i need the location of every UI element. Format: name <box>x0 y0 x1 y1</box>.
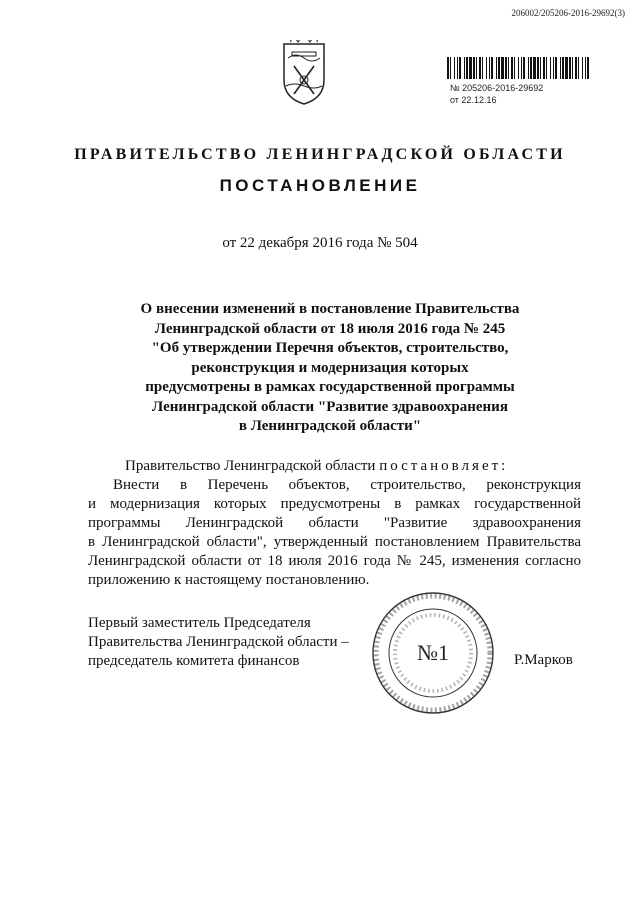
barcode-bar <box>582 57 583 79</box>
barcode-bar <box>555 57 557 79</box>
position-line: Первый заместитель Председателя <box>88 615 311 631</box>
barcode-bar <box>553 57 554 79</box>
barcode-bar <box>491 57 493 79</box>
stamp-number: №1 <box>417 640 449 665</box>
barcode-bar <box>498 57 500 79</box>
official-stamp <box>370 590 496 716</box>
barcode-bar <box>469 57 472 79</box>
barcode-bar <box>562 57 564 79</box>
barcode-bar <box>560 57 561 79</box>
coat-of-arms-icon <box>280 40 328 106</box>
registration-number: № 205206-2016-29692 <box>450 83 544 93</box>
barcode-bar <box>550 57 551 79</box>
subject-line: в Ленинградской области" <box>238 418 422 434</box>
barcode-bar <box>585 57 586 79</box>
barcode-bar <box>505 57 507 79</box>
barcode-bar <box>476 57 477 79</box>
position-line: председатель комитета финансов <box>88 653 300 669</box>
position-line: Правительства Ленинградской области – <box>88 634 349 650</box>
barcode-bar <box>540 57 541 79</box>
signatory-name: Р.Марков <box>514 652 573 668</box>
barcode-bar <box>479 57 481 79</box>
barcode-bar <box>511 57 513 79</box>
barcode-bar <box>543 57 545 79</box>
barcode-bar <box>508 57 509 79</box>
barcode-bar <box>447 57 449 79</box>
subject-line: Ленинградской области "Развитие здравоохранения <box>152 398 508 415</box>
document-type: ПОСТАНОВЛЕНИЕ <box>219 176 421 195</box>
intro-spaced: постановляет: <box>379 458 509 474</box>
registration-info <box>450 82 543 106</box>
barcode-bar <box>578 57 579 79</box>
subject-line: "Об утверждении Перечня объектов, строительство, <box>151 340 509 356</box>
barcode-bar <box>528 57 529 79</box>
barcode-bar <box>521 57 522 79</box>
barcode-bar <box>464 57 465 79</box>
barcode-bar <box>523 57 525 79</box>
body-line: Внести в Перечень объектов, строительство, реконструкция <box>113 477 581 493</box>
barcode-bar <box>489 57 490 79</box>
body-line: приложению к настоящему постановлению. <box>88 572 370 588</box>
barcode-bar <box>454 57 455 79</box>
decree-subject <box>100 300 560 437</box>
barcode-bar <box>457 57 458 79</box>
barcode-bar <box>473 57 475 79</box>
signatory-position <box>88 614 349 671</box>
resolution-body <box>88 476 581 590</box>
barcode-bar <box>514 57 515 79</box>
barcode-bar <box>501 57 504 79</box>
intro-text: Правительство Ленинградской области <box>125 458 380 474</box>
body-line: и модернизация которых предусмотрены в рамках государственной <box>88 496 581 512</box>
barcode-bar <box>572 57 573 79</box>
subject-line: О внесении изменений в постановление Правительства <box>140 301 520 317</box>
body-line: программы Ленинградской области "Развитие здравоохранения <box>88 515 581 531</box>
barcode-bar <box>459 57 461 79</box>
barcode-bar <box>466 57 468 79</box>
barcode-bar <box>533 57 536 79</box>
body-line: в Ленинградской области", утвержденный постановлением Правительства <box>88 534 581 550</box>
barcode-bar <box>450 57 451 79</box>
barcode-bar <box>518 57 519 79</box>
barcode <box>447 57 590 79</box>
barcode-bar <box>546 57 547 79</box>
barcode-bar <box>486 57 487 79</box>
barcode-bar <box>565 57 568 79</box>
barcode-bar <box>587 57 589 79</box>
registration-date: от 22.12.16 <box>450 95 497 105</box>
barcode-bar <box>569 57 571 79</box>
barcode-bar <box>530 57 532 79</box>
barcode-bar <box>575 57 577 79</box>
subject-line: предусмотрены в рамках государственной программы <box>145 379 515 395</box>
document-reference: 206002/205206-2016-29692(3) <box>511 8 625 18</box>
subject-line: реконструкция и модернизация которых <box>191 359 469 376</box>
decree-date: от 22 декабря 2016 года № 504 <box>222 235 418 251</box>
authority-title: ПРАВИТЕЛЬСТВО ЛЕНИНГРАДСКОЙ ОБЛАСТИ <box>74 146 566 163</box>
resolution-intro <box>125 458 508 475</box>
barcode-bar <box>482 57 483 79</box>
barcode-bar <box>537 57 539 79</box>
barcode-bar <box>496 57 497 79</box>
subject-line: Ленинградской области от 18 июля 2016 года № 245 <box>154 320 506 337</box>
body-line: Ленинградской области от 18 июля 2016 года № 245, изменения согласно <box>88 553 581 569</box>
